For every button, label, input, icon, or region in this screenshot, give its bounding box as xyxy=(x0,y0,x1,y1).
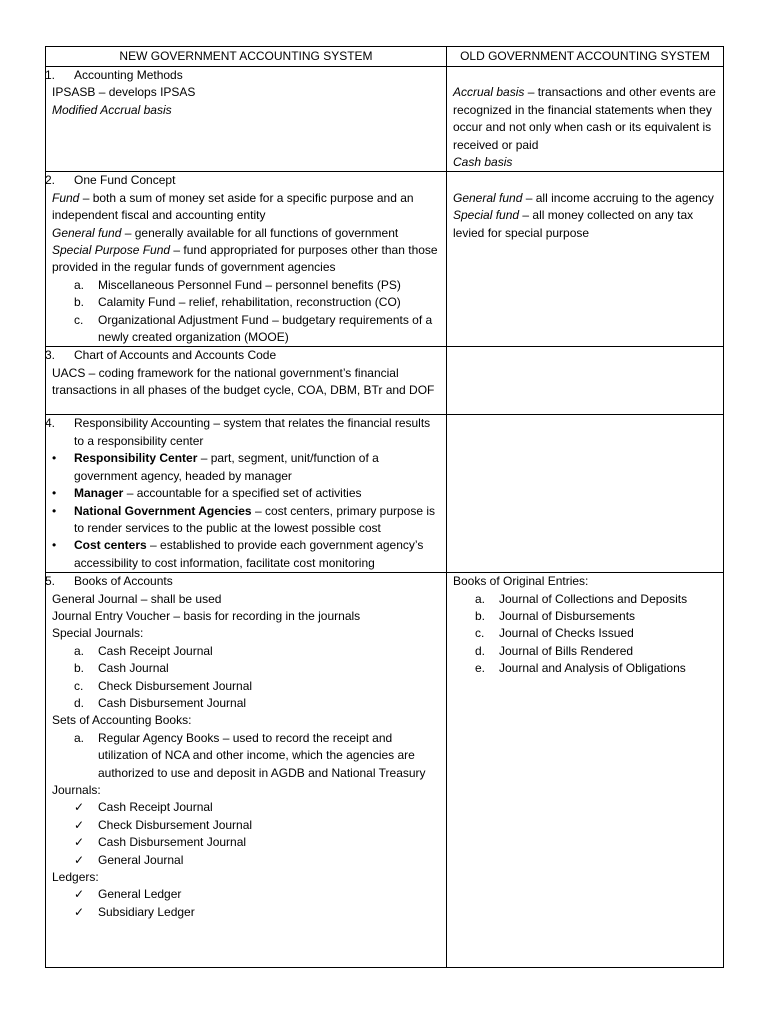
checklist-item xyxy=(52,904,440,921)
italic-term: General fund xyxy=(52,225,122,240)
cell-new-books-of-accounts xyxy=(46,573,447,968)
text-line: Journal Entry Voucher – basis for recording in the journals xyxy=(52,608,361,623)
text-line xyxy=(453,207,717,242)
bullet-item xyxy=(52,450,440,485)
section-number: 4. xyxy=(45,416,56,431)
list-marker: a. xyxy=(74,730,85,745)
list-text: Journal of Checks Issued xyxy=(499,626,634,641)
ledgers-checklist xyxy=(52,886,440,921)
cell-new-accounting-methods xyxy=(46,67,447,172)
check-icon: ✓ xyxy=(74,852,85,867)
definition-text: – part, segment, unit/function of a government agency, headed by manager xyxy=(74,451,379,483)
checklist-item xyxy=(52,852,440,869)
text-line xyxy=(453,84,717,154)
definition-text: – established to provide each government agency’s accessibility to cost information, facilitate cost monitoring xyxy=(74,538,424,570)
section-number: 5. xyxy=(45,574,56,589)
definition-text: – accountable for a specified set of activities xyxy=(123,486,362,501)
list-marker: a. xyxy=(74,277,85,292)
section-number: 3. xyxy=(45,348,56,363)
list-item xyxy=(52,695,440,712)
list-text: Organizational Adjustment Fund – budgetary requirements of a newly created organization (MOOE) xyxy=(98,312,433,345)
list-text: Miscellaneous Personnel Fund – personnel benefits (PS) xyxy=(98,277,401,292)
text-line: UACS – coding framework for the national government’s financial transactions in all phases of the budget cycle, COA, DBM, BTr and DOF xyxy=(52,365,435,398)
checklist-item xyxy=(52,834,440,851)
list-text: Journal of Bills Rendered xyxy=(499,643,634,658)
cell-old-one-fund-concept xyxy=(447,172,724,347)
bold-term: Responsibility Center xyxy=(74,451,198,466)
italic-term: General fund xyxy=(453,190,523,205)
list-text: General Journal xyxy=(98,852,184,867)
text-line xyxy=(453,154,717,171)
italic-term: Modified Accrual basis xyxy=(52,102,172,117)
list-text: Regular Agency Books – used to record the receipt and utilization of NCA and other income, which the agencies are authorized to use and deposit in AGDB and National Treasury xyxy=(98,730,426,780)
list-text: Journal of Collections and Deposits xyxy=(499,591,688,606)
bold-term: National Government Agencies xyxy=(74,503,252,518)
bold-term: Manager xyxy=(74,486,124,501)
list-marker: d. xyxy=(475,643,486,658)
section-title: Chart of Accounts and Accounts Code xyxy=(74,348,277,363)
accounting-books-list xyxy=(52,730,440,782)
bullet-marker: • xyxy=(52,503,57,518)
fund-list xyxy=(52,277,440,347)
row-chart-of-accounts xyxy=(46,347,724,415)
original-entries-list xyxy=(453,591,717,678)
definition-text: – all money collected on any tax levied for special purpose xyxy=(453,208,694,240)
list-text: General Ledger xyxy=(98,887,182,902)
journals-checklist xyxy=(52,799,440,869)
list-marker: a. xyxy=(475,591,486,606)
list-marker: b. xyxy=(74,295,85,310)
section-heading xyxy=(45,347,440,364)
bullet-item xyxy=(52,503,440,538)
check-icon: ✓ xyxy=(74,904,85,919)
check-icon: ✓ xyxy=(74,835,85,850)
cell-new-responsibility-accounting xyxy=(46,415,447,573)
comparison-document xyxy=(45,46,723,968)
list-item xyxy=(52,643,440,660)
section-title: Books of Accounts xyxy=(74,574,173,589)
check-icon: ✓ xyxy=(74,800,85,815)
list-marker: a. xyxy=(74,643,85,658)
list-item xyxy=(52,660,440,677)
list-text: Calamity Fund – relief, rehabilitation, reconstruction (CO) xyxy=(98,295,401,310)
definition-text: – generally available for all functions of government xyxy=(121,225,399,240)
header-new-system: NEW GOVERNMENT ACCOUNTING SYSTEM xyxy=(46,47,447,67)
row-responsibility-accounting xyxy=(46,415,724,573)
responsibility-bullet-list xyxy=(52,450,440,572)
definition-text: – fund appropriated for purposes other than those provided in the regular funds of government agencies xyxy=(52,243,438,275)
header-old-system: OLD GOVERNMENT ACCOUNTING SYSTEM xyxy=(447,47,724,67)
text-line xyxy=(52,242,440,277)
list-item xyxy=(453,591,717,608)
bullet-marker: • xyxy=(52,451,57,466)
list-item xyxy=(52,294,440,311)
italic-term: Accrual basis xyxy=(453,85,525,100)
list-marker: b. xyxy=(475,608,486,623)
list-item xyxy=(453,660,717,677)
spacer xyxy=(453,172,717,189)
list-text: Cash Receipt Journal xyxy=(98,800,213,815)
section-title: One Fund Concept xyxy=(74,173,176,188)
bullet-item xyxy=(52,537,440,572)
list-text: Journal of Disbursements xyxy=(499,608,636,623)
list-text: Subsidiary Ledger xyxy=(98,904,195,919)
list-text: Check Disbursement Journal xyxy=(98,678,253,693)
definition-text: – transactions and other events are recognized in the financial statements when they occur and not only when cash or its equivalent is received or paid xyxy=(453,85,716,152)
row-one-fund-concept xyxy=(46,172,724,347)
group-label: Special Journals: xyxy=(52,626,144,641)
cell-new-one-fund-concept xyxy=(46,172,447,347)
list-item xyxy=(52,277,440,294)
section-heading xyxy=(45,67,440,84)
special-journals-list xyxy=(52,643,440,713)
check-icon: ✓ xyxy=(74,887,85,902)
list-text: Check Disbursement Journal xyxy=(98,817,253,832)
list-item xyxy=(453,625,717,642)
checklist-item xyxy=(52,886,440,903)
list-marker: d. xyxy=(74,695,85,710)
list-item xyxy=(453,608,717,625)
list-marker: b. xyxy=(74,661,85,676)
group-label: Journals: xyxy=(52,783,101,798)
checklist-item xyxy=(52,817,440,834)
bullet-marker: • xyxy=(52,538,57,553)
list-text: Cash Journal xyxy=(98,661,169,676)
group-label: Ledgers: xyxy=(52,870,99,885)
definition-text: – all income accruing to the agency xyxy=(522,190,714,205)
bold-term: Cost centers xyxy=(74,538,147,553)
section-heading xyxy=(45,415,440,450)
section-title: Responsibility Accounting – system that relates the financial results to a responsibility center xyxy=(74,416,431,448)
section-number: 2. xyxy=(45,173,56,188)
list-marker: c. xyxy=(74,312,84,327)
row-books-of-accounts xyxy=(46,573,724,968)
text-line: IPSASB – develops IPSAS xyxy=(52,85,196,100)
list-text: Cash Disbursement Journal xyxy=(98,835,247,850)
bullet-item xyxy=(52,485,440,502)
italic-term: Special Purpose Fund xyxy=(52,243,171,258)
section-number: 1. xyxy=(45,68,56,82)
bullet-marker: • xyxy=(52,486,57,501)
check-icon: ✓ xyxy=(74,817,85,832)
list-text: Cash Receipt Journal xyxy=(98,643,213,658)
checklist-item xyxy=(52,799,440,816)
list-text: Cash Disbursement Journal xyxy=(98,695,247,710)
list-marker: e. xyxy=(475,661,486,676)
header-row xyxy=(46,47,724,67)
section-heading xyxy=(45,172,440,189)
cell-old-chart-of-accounts xyxy=(447,347,724,415)
list-marker: c. xyxy=(475,626,485,641)
group-label: Books of Original Entries: xyxy=(453,574,589,589)
cell-old-responsibility-accounting xyxy=(447,415,724,573)
row-accounting-methods xyxy=(46,67,724,172)
italic-term: Special fund xyxy=(453,208,520,223)
list-text: Journal and Analysis of Obligations xyxy=(499,661,686,676)
group-label: Sets of Accounting Books: xyxy=(52,713,192,728)
section-heading xyxy=(45,573,440,590)
list-item xyxy=(52,730,440,782)
cell-new-chart-of-accounts xyxy=(46,347,447,415)
cell-old-books-of-accounts xyxy=(447,573,724,968)
spacer xyxy=(453,67,717,84)
italic-term: Fund xyxy=(52,190,80,205)
list-item xyxy=(453,643,717,660)
text-line xyxy=(52,190,440,225)
definition-text: – cost centers, primary purpose is to render services to the public at the lowest possible cost xyxy=(74,503,436,535)
italic-term: Cash basis xyxy=(453,155,513,170)
list-marker: c. xyxy=(74,678,84,693)
section-title: Accounting Methods xyxy=(74,68,183,82)
list-item xyxy=(52,312,440,347)
comparison-table xyxy=(45,46,724,968)
cell-old-accounting-methods xyxy=(447,67,724,172)
text-line xyxy=(52,225,440,242)
text-line: General Journal – shall be used xyxy=(52,591,222,606)
list-item xyxy=(52,678,440,695)
text-line xyxy=(453,190,717,207)
text-line xyxy=(52,102,440,119)
definition-text: – both a sum of money set aside for a specific purpose and an independent fiscal and accounting entity xyxy=(52,190,414,223)
